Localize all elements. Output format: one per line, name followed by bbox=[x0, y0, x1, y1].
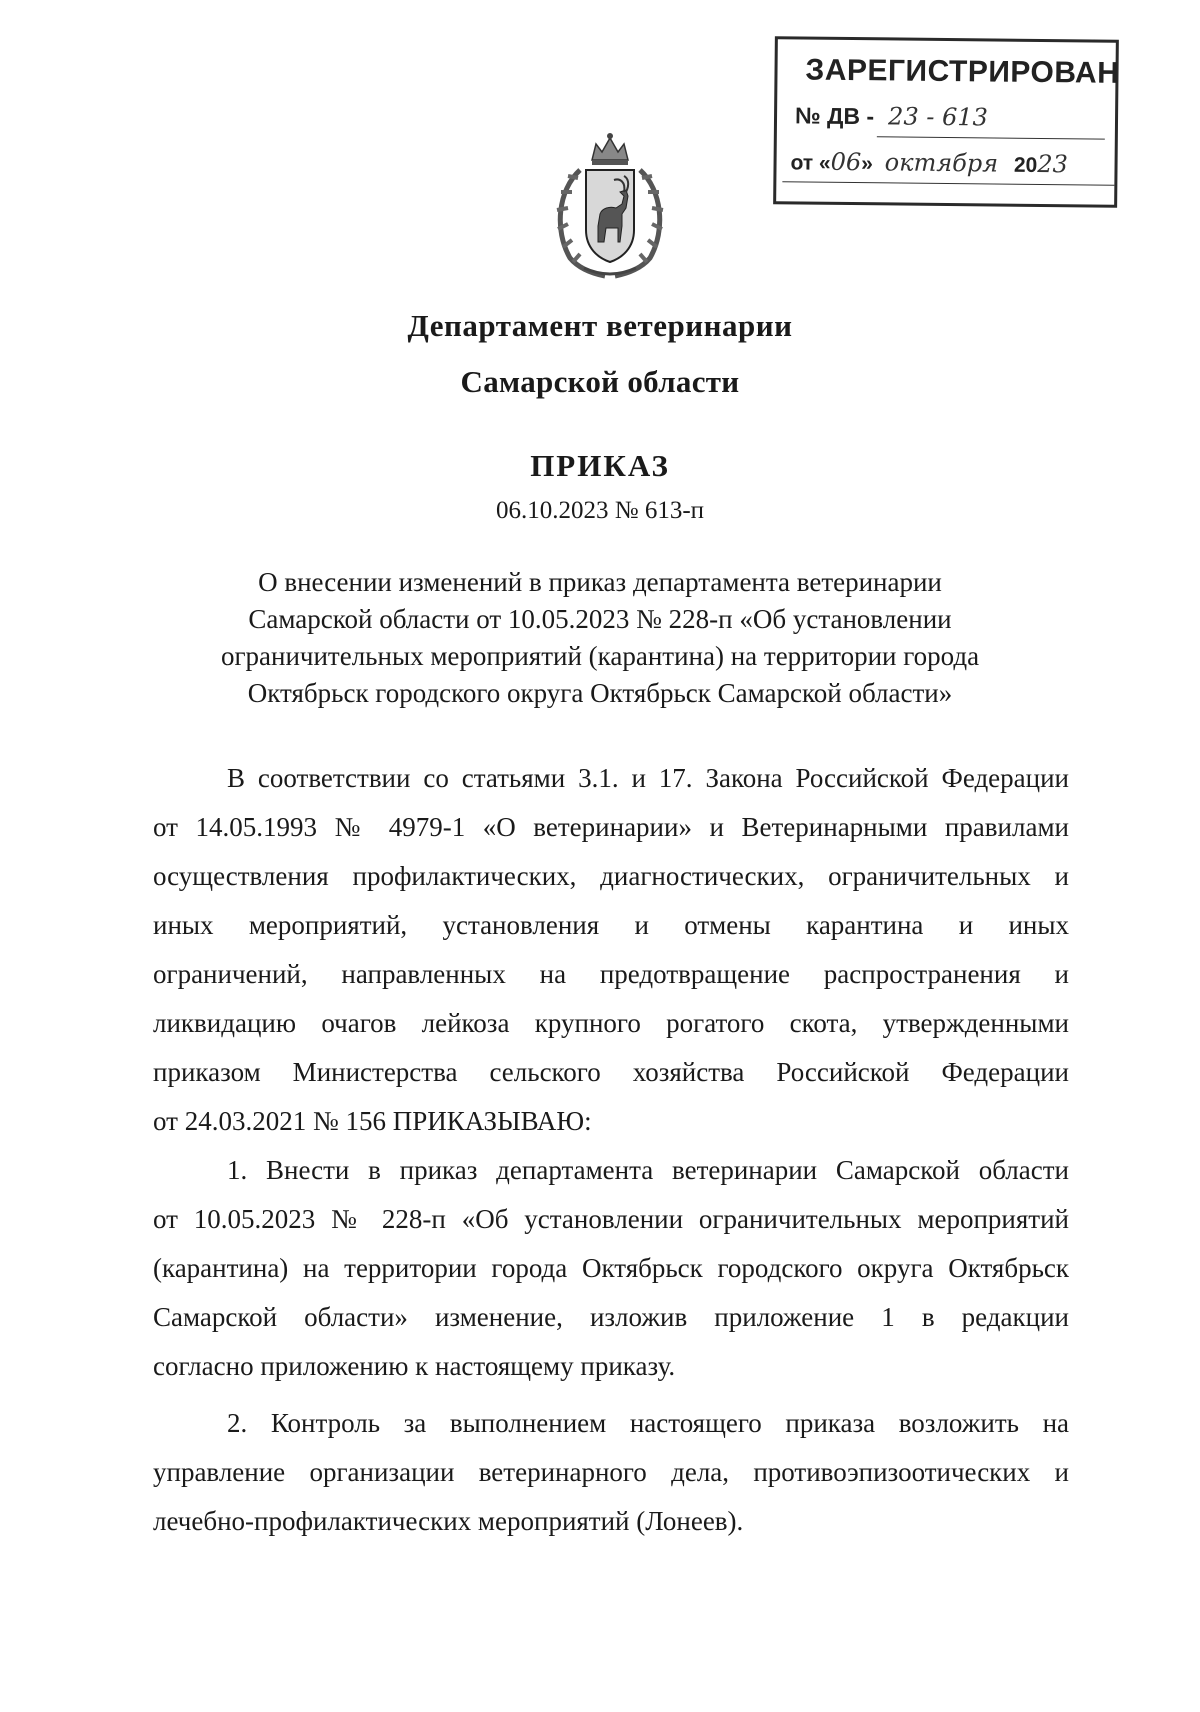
body-line: 1. Внести в приказ департамента ветеринарии Самарской области bbox=[227, 1155, 1069, 1185]
stamp-number bbox=[795, 101, 1095, 132]
stamp-date-mid: » bbox=[861, 152, 874, 176]
body-line: от 24.03.2021 № 156 ПРИКАЗЫВАЮ: bbox=[153, 1106, 592, 1136]
document-subject bbox=[170, 564, 1030, 712]
document-date-number: 06.10.2023 № 613-п bbox=[495, 497, 705, 524]
document-type: ПРИКАЗ bbox=[530, 448, 670, 483]
body-line: ограничений, направленных на предотвращение распространения и bbox=[153, 959, 1069, 989]
preamble-paragraph bbox=[153, 754, 1069, 1146]
stamp-number-value: 23 - 613 bbox=[887, 102, 988, 132]
subject-line: ограничительных мероприятий (карантина) на территории города bbox=[220, 641, 980, 671]
body-line: от 10.05.2023 № 228-п «Об установлении ограничительных мероприятий bbox=[153, 1204, 1069, 1234]
samara-coat-of-arms-icon bbox=[540, 130, 680, 280]
stamp-number-label: № ДВ - bbox=[794, 102, 875, 130]
body-line: Самарской области» изменение, изложив приложение 1 в редакции bbox=[153, 1302, 1069, 1332]
body-line: от 14.05.1993 № 4979-1 «О ветеринарии» и Ветеринарными правилами bbox=[153, 812, 1069, 842]
body-line: иных мероприятий, установления и отмены карантина и иных bbox=[153, 910, 1069, 940]
stamp-title: ЗАРЕГИСТРИРОВАН bbox=[805, 53, 1120, 90]
body-line: лечебно-профилактических мероприятий (Лонеев). bbox=[153, 1506, 744, 1536]
body-line: приказом Министерства сельского хозяйства Российской Федерации bbox=[153, 1057, 1069, 1087]
body-line: согласно приложению к настоящему приказу. bbox=[153, 1351, 676, 1381]
body-line: ликвидацию очагов лейкоза крупного рогатого скота, утвержденными bbox=[153, 1008, 1069, 1038]
subject-line: О внесении изменений в приказ департамента ветеринарии bbox=[258, 567, 942, 597]
stamp-number-underline bbox=[877, 136, 1105, 139]
subject-line: Октябрьск городского округа Октябрьск Самарской области» bbox=[247, 678, 953, 708]
stamp-date-year-suffix: 23 bbox=[1037, 149, 1068, 179]
stamp-date-year-prefix: 20 bbox=[1013, 153, 1038, 177]
item-2-paragraph bbox=[153, 1399, 1069, 1546]
registration-stamp bbox=[773, 36, 1119, 208]
body-line: В соответствии со статьями 3.1. и 17. Закона Российской Федерации bbox=[227, 763, 1069, 793]
item-1-paragraph bbox=[153, 1146, 1069, 1391]
document-body bbox=[153, 754, 1069, 1546]
stamp-date-month: октября bbox=[884, 148, 999, 178]
paragraph-gap bbox=[153, 1391, 1069, 1399]
stamp-date-prefix: от « bbox=[790, 151, 831, 175]
body-line: осуществления профилактических, диагностических, ограничительных и bbox=[153, 861, 1069, 891]
body-line: 2. Контроль за выполнением настоящего приказа возложить на bbox=[227, 1408, 1069, 1438]
subject-line: Самарской области от 10.05.2023 № 228-п «Об установлении bbox=[248, 604, 952, 634]
stamp-date-underline bbox=[782, 181, 1114, 185]
department-name-line2: Самарской области bbox=[460, 364, 740, 399]
body-line: управление организации ветеринарного дела, противоэпизоотических и bbox=[153, 1457, 1069, 1487]
stamp-date-day: 06 bbox=[830, 147, 862, 177]
stamp-date bbox=[790, 147, 1110, 178]
body-line: (карантина) на территории города Октябрьск городского округа Октябрьск bbox=[153, 1253, 1069, 1283]
department-name-line1: Департамент ветеринарии bbox=[407, 308, 793, 343]
